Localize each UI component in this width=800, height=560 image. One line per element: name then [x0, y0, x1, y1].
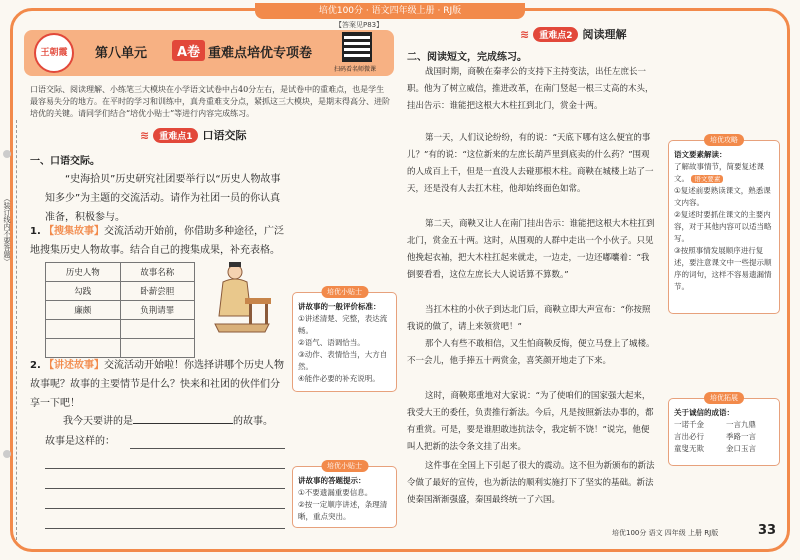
idiom: 金口玉言 — [726, 444, 756, 453]
question-1 — [30, 222, 285, 260]
table-header: 故事名称 — [120, 263, 195, 282]
table-cell-empty[interactable] — [120, 339, 195, 358]
q2-tag: 【讲述故事】 — [43, 360, 104, 371]
q1-text: 交流活动开始前，你借助多种途径，广泛地搜集历史人物故事。结合自己的搜集成果，补充表格。 — [30, 226, 284, 256]
q2-number: 2. — [30, 360, 41, 371]
strategy-head: 语文要素解读： — [674, 150, 727, 159]
idiom: 季路一言 — [726, 432, 756, 441]
tip2-title: 培优小贴士 — [321, 460, 368, 472]
section1-header — [140, 127, 246, 143]
writing-line[interactable] — [45, 468, 285, 469]
section1-tag: 重难点1 — [153, 128, 198, 143]
table-cell: 勾践 — [46, 282, 121, 301]
strategy-badge: 语文要素 — [691, 175, 723, 183]
wave-icon: ≋ — [520, 27, 530, 41]
writing-line[interactable] — [45, 508, 285, 509]
passage-paragraph: 这时，商鞅郑重地对大家说：“为了使咱们的国家强大起来，我受大王的委任，负责推行新法。今后，凡是按照新法办事的，都有重赏。可是，要是谁胆敢违抗法令，我定斩不饶！”说完，他便叫人把新的法令条文挂了出来。 — [407, 391, 654, 452]
brand-logo: 王朝霞 — [34, 33, 74, 73]
ext-head: 关于诚信的成语： — [674, 408, 734, 417]
tip1-line: ③动作、表情恰当，大方自然。 — [298, 350, 388, 371]
fill-line-c: 故事是这样的： — [45, 436, 115, 447]
strategy-step: ②复述时要抓住课文的主要内容，对于其他内容可以适当略写。 — [674, 210, 772, 243]
wave-icon: ≋ — [140, 128, 150, 142]
table-row — [46, 301, 195, 320]
writing-line[interactable] — [130, 448, 285, 449]
table-row — [46, 282, 195, 301]
passage-paragraph: 当扛木柱的小伙子到达北门后，商鞅立即大声宣布：“你按照我说的做了，请上来领赏吧！” — [407, 305, 651, 332]
tip-box-1 — [292, 288, 397, 392]
tip2-line: ①不要遗漏重要信息。 — [298, 488, 373, 497]
idiom: 一言九鼎 — [726, 420, 756, 429]
tip1-head: 讲故事的一般评价标准： — [298, 302, 381, 311]
binding-hole — [3, 150, 11, 158]
section2-header — [520, 26, 626, 42]
binding-notice: （装订线内不要答题） — [3, 195, 11, 265]
strategy-line: 了解故事情节，简要复述课文。 — [674, 162, 764, 183]
idiom-grid — [674, 419, 774, 455]
passage-paragraph: 第二天，商鞅又让人在南门挂出告示：谁能把这根大木柱扛到北门，赏金五十两。这时，从围观的人群中走出一个小伙子。只见他挽起衣袖，把大木柱扛起来就走，一边走，一边还嘟囔着：“我倒要看看，这位左庶长大人说话算不算数。” — [407, 219, 655, 280]
idiom: 一诺千金 — [674, 420, 704, 429]
idiom: 言出必行 — [674, 432, 704, 441]
story-table — [45, 262, 195, 358]
table-row — [46, 339, 195, 358]
qr-code-icon[interactable] — [342, 32, 372, 62]
tip-box-2 — [292, 462, 397, 528]
strategy-step: ③按照事情发展顺序进行复述，要注意课文中一些提示顺序的词句，这样不容易遗漏情节。 — [674, 246, 772, 291]
qr-caption: 扫码看名师微课 — [334, 66, 377, 73]
section1-name: 口语交际 — [202, 129, 247, 142]
tip1-line: ①讲述清楚、完整，表达流畅。 — [298, 314, 388, 335]
table-cell: 负荆请罪 — [120, 301, 195, 320]
section2-name: 阅读理解 — [582, 28, 627, 41]
table-cell-empty[interactable] — [46, 320, 121, 339]
q2-text: 交流活动开始啦！你选择讲哪个历史人物故事呢？故事的主要情节是什么？快来和社团的伙伴们分享一下吧！ — [30, 360, 284, 409]
table-cell: 卧薪尝胆 — [120, 282, 195, 301]
unit-title: 第八单元 — [95, 46, 148, 61]
q1-number: 1. — [30, 226, 41, 237]
section1-heading: 一、口语交际。 — [30, 156, 100, 167]
footer-text: 培优100分 语文 四年级 上册 RJ版 — [612, 529, 719, 537]
tip2-head: 讲故事的答题提示： — [298, 476, 366, 485]
strategy-title: 培优攻略 — [704, 134, 744, 146]
scholar-illustration — [205, 258, 275, 338]
answer-reference: 【答案见P83】 — [335, 21, 384, 29]
ext-title: 培优拓展 — [704, 392, 744, 404]
page-number: 33 — [758, 523, 777, 538]
fill-blank-input[interactable] — [133, 412, 233, 424]
paper-badge: A卷 — [172, 40, 205, 61]
section2-tag: 重难点2 — [533, 27, 578, 42]
paper-subtitle: 重难点培优专项卷 — [208, 46, 313, 61]
writing-line[interactable] — [45, 488, 285, 489]
extension-box — [668, 394, 780, 466]
section1-prompt: “史海拾贝”历史研究社团要举行以“历史人物故事知多少”为主题的交流活动。请作为社团一员的你认真准备，积极参与。 — [45, 174, 281, 223]
table-cell-empty[interactable] — [120, 320, 195, 339]
tip2-line: ②按一定顺序讲述，条理清晰，重点突出。 — [298, 500, 388, 521]
intro-text: 口语交际、阅读理解、小练笔三大模块在小学语文试卷中占40分左右，是试卷中的重难点，也是学生最容易失分的地方。在平时的学习和训练中，真舟重难支分点，紧抓这三大模块，是期末得高分、进阶培优的关键。请同学们结合“培优小贴士”等进行内容完成练习。 — [30, 85, 390, 118]
tip1-title: 培优小贴士 — [321, 286, 368, 298]
table-header: 历史人物 — [46, 263, 121, 282]
table-row — [46, 320, 195, 339]
passage-paragraph: 战国时期，商鞅在秦孝公的支持下主持变法，出任左庶长一职。他为了树立威信，推进改革，在南门竖起一根三丈高的木头，挂出告示：谁能把这根大木柱扛到北门，赏金十两。 — [407, 67, 654, 111]
fill-prefix: 我今天要讲的是 — [63, 416, 133, 427]
idiom: 童叟无欺 — [674, 444, 704, 453]
passage-paragraph: 那个人有些不敢相信，又生怕商鞅反悔，便立马登上了城楼。不一会儿，他手捧五十两赏金，喜笑颜开地走了下来。 — [407, 339, 655, 366]
table-header-row — [46, 263, 195, 282]
q1-tag: 【搜集故事】 — [43, 226, 104, 237]
writing-line[interactable] — [45, 528, 285, 529]
question-2 — [30, 356, 285, 413]
passage-paragraph: 这件事在全国上下引起了很大的震动。这不但为新颁布的新法令做了最好的宣传，也为新法的顺利实施打下了坚实的基础。新法使秦国渐渐强盛，秦国最终统一了六国。 — [407, 461, 655, 505]
tip1-line: ④能作必要的补充说明。 — [298, 374, 380, 383]
table-cell-empty[interactable] — [46, 339, 121, 358]
fill-line-a — [63, 412, 273, 431]
series-topbar: 培优100分 · 语文四年级上册 · RJ版 — [255, 3, 525, 19]
table-cell: 廉颇 — [46, 301, 121, 320]
binding-dash-line — [16, 120, 17, 540]
strategy-step: ①复述前要熟读课文，熟悉课文内容。 — [674, 186, 771, 207]
tip1-line: ②语气、语调恰当。 — [298, 338, 365, 347]
binding-hole — [3, 450, 11, 458]
fill-suffix: 的故事。 — [233, 416, 273, 427]
section2-heading: 二、阅读短文，完成练习。 — [407, 52, 527, 63]
strategy-box — [668, 136, 780, 314]
passage-paragraph: 第一天，人们议论纷纷，有的说：“天底下哪有这么便宜的事儿？”有的说：“这位新来的左庶长葫芦里到底卖的什么药？”围观的人成百上千，但是一直没人去碰那根木柱。商鞅在城楼上站了一天，还是没有人去扛木柱，他却始终面色如常。 — [407, 133, 654, 194]
